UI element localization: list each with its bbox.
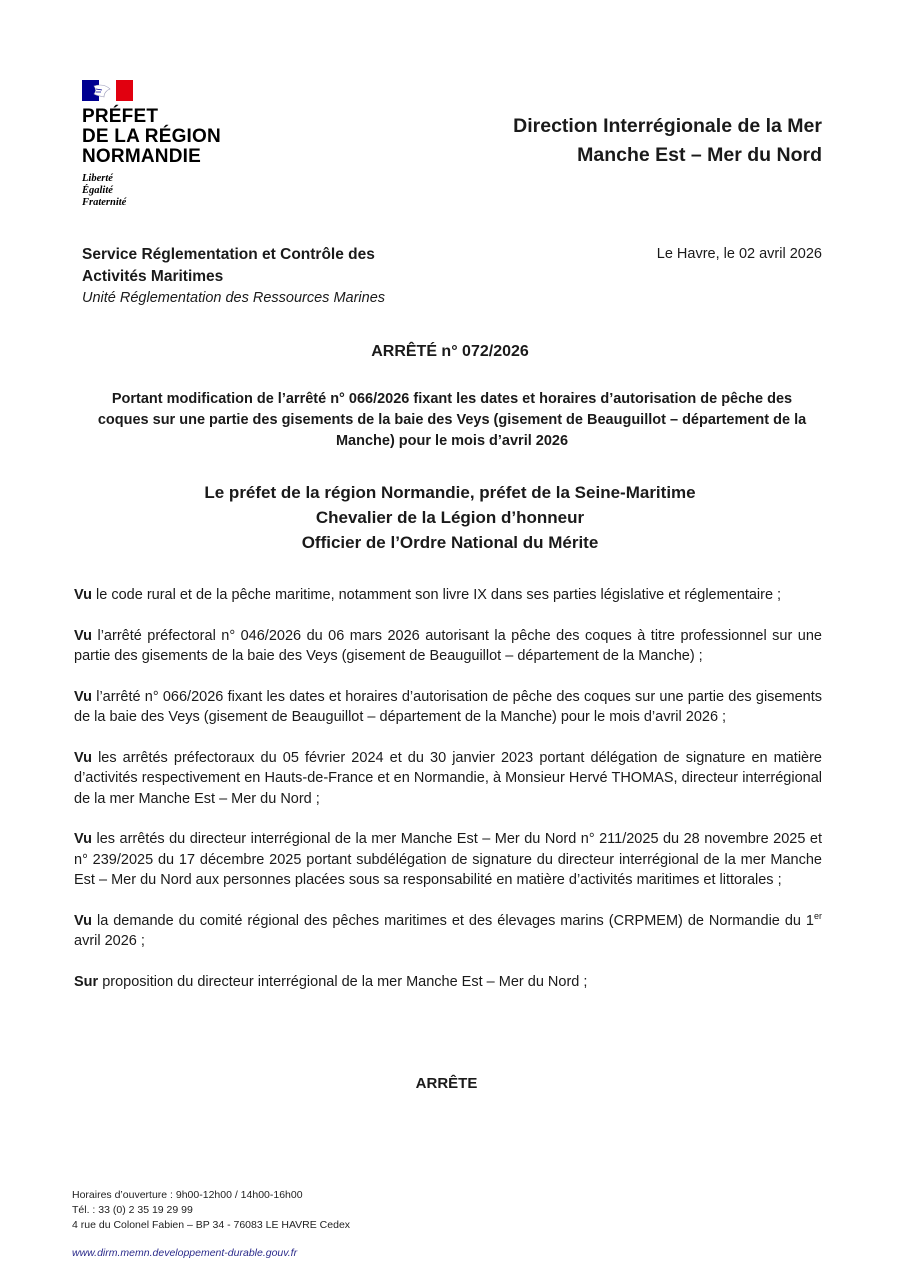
service-block xyxy=(82,244,385,308)
visa-lead: Vu xyxy=(74,627,92,644)
logo-title xyxy=(82,107,221,167)
visa-lead: Vu xyxy=(74,912,92,929)
visa-text: les arrêtés du directeur interrégional de la mer Manche Est – Mer du Nord n° 211/2025 du 28 novembre 2025 et n° 239/2025 du 17 décembre 2025 portant subdélégation de signature du directeur interrégional de la mer Manche Est – Mer du Nord aux personnes placées sous sa responsabilité en matière d’activités maritimes et littorales ; xyxy=(74,831,822,888)
website-link[interactable]: www.dirm.memn.developpement-durable.gouv.fr xyxy=(72,1247,298,1259)
visa-text: l’arrêté préfectoral n° 046/2026 du 06 mars 2026 autorisant la pêche des coques à titre professionnel sur une partie des gisements de la baie des Veys (gisement de Beauguillot – département de la Manche) ; xyxy=(74,627,822,664)
visa-lead: Vu xyxy=(74,749,92,766)
document-subject xyxy=(78,389,826,452)
document-title: ARRÊTÉ n° 072/2026 xyxy=(371,343,529,360)
opening-hours: Horaires d’ouverture : 9h00-12h00 / 14h00-16h00 xyxy=(72,1189,303,1201)
visa-text: les arrêtés préfectoraux du 05 février 2024 et du 30 janvier 2023 portant délégation de signature en matière d’activités respectivement en Hauts-de-France et en Normandie, à Monsieur Hervé THOMAS, directeur interrégional de la mer Manche Est – Mer du Nord ; xyxy=(74,749,822,807)
motto-line: Égalité xyxy=(82,185,113,196)
direction-line: Direction Interrégionale de la Mer xyxy=(513,115,822,137)
visa-paragraph xyxy=(74,829,822,891)
direction-heading xyxy=(513,112,822,170)
visa-text: la demande du comité régional des pêches maritimes et des élevages marins (CRPMEM) de Normandie du 1 xyxy=(92,912,814,929)
marianne-flag-icon xyxy=(82,80,133,101)
service-name-line: Activités Maritimes xyxy=(82,268,224,285)
logo-line: NORMANDIE xyxy=(82,146,201,167)
visa-paragraph xyxy=(74,585,822,606)
visa-paragraph xyxy=(74,748,822,810)
visa-lead: Vu xyxy=(74,587,92,603)
footer-contact xyxy=(72,1188,350,1233)
visa-text: le code rural et de la pêche maritime, notamment son livre IX dans ses parties législative et réglementaire ; xyxy=(92,587,782,603)
visas-list xyxy=(74,585,822,1012)
ordinal-suffix: er xyxy=(813,910,822,921)
prefet-line: Officier de l’Ordre National du Mérite xyxy=(301,533,599,552)
postal-address: 4 rue du Colonel Fabien – BP 34 - 76083 LE HAVRE Cedex xyxy=(72,1219,351,1231)
subject-line: Manche) pour le mois d’avril 2026 xyxy=(335,433,569,449)
visa-paragraph xyxy=(74,911,822,952)
prefet-titles xyxy=(0,480,900,555)
prefecture-logo xyxy=(82,80,221,209)
prefet-line: Le préfet de la région Normandie, préfet de la Seine-Maritime xyxy=(204,483,696,502)
visa-lead: Vu xyxy=(74,831,92,847)
visa-lead: Vu xyxy=(74,688,92,705)
visa-paragraph xyxy=(74,626,822,667)
place-date: Le Havre, le 02 avril 2026 xyxy=(656,246,822,262)
phone-number: Tél. : 33 (0) 2 35 19 29 99 xyxy=(72,1204,193,1216)
subject-line: Portant modification de l’arrêté n° 066/2026 fixant les dates et horaires d’autorisation de pêche des xyxy=(111,391,793,407)
direction-line: Manche Est – Mer du Nord xyxy=(577,144,822,166)
service-unit: Unité Réglementation des Ressources Marines xyxy=(82,290,386,306)
prefet-line: Chevalier de la Légion d’honneur xyxy=(315,508,585,527)
visa-text-tail: avril 2026 ; xyxy=(74,933,145,949)
republic-motto xyxy=(82,173,221,209)
logo-line: DE LA RÉGION xyxy=(82,126,221,147)
visa-text: proposition du directeur interrégional de la mer Manche Est – Mer du Nord ; xyxy=(98,973,588,990)
visa-lead: Sur xyxy=(74,973,99,990)
decision-heading: ARRÊTE xyxy=(415,1075,478,1092)
motto-line: Liberté xyxy=(82,173,113,184)
visa-text: l’arrêté n° 066/2026 fixant les dates et horaires d’autorisation de pêche des coques sur une partie des gisements de la baie des Veys (gisement de Beauguillot – département de la Manche) pour le mois d’avril 2026 ; xyxy=(74,688,822,725)
service-name-line: Service Réglementation et Contrôle des xyxy=(82,246,375,263)
visa-paragraph xyxy=(74,972,822,993)
subject-line: coques sur une partie des gisements de la baie des Veys (gisement de Beauguillot – département de la xyxy=(97,412,807,428)
visa-paragraph xyxy=(74,687,822,728)
logo-line: PRÉFET xyxy=(82,106,159,127)
motto-line: Fraternité xyxy=(82,197,127,208)
